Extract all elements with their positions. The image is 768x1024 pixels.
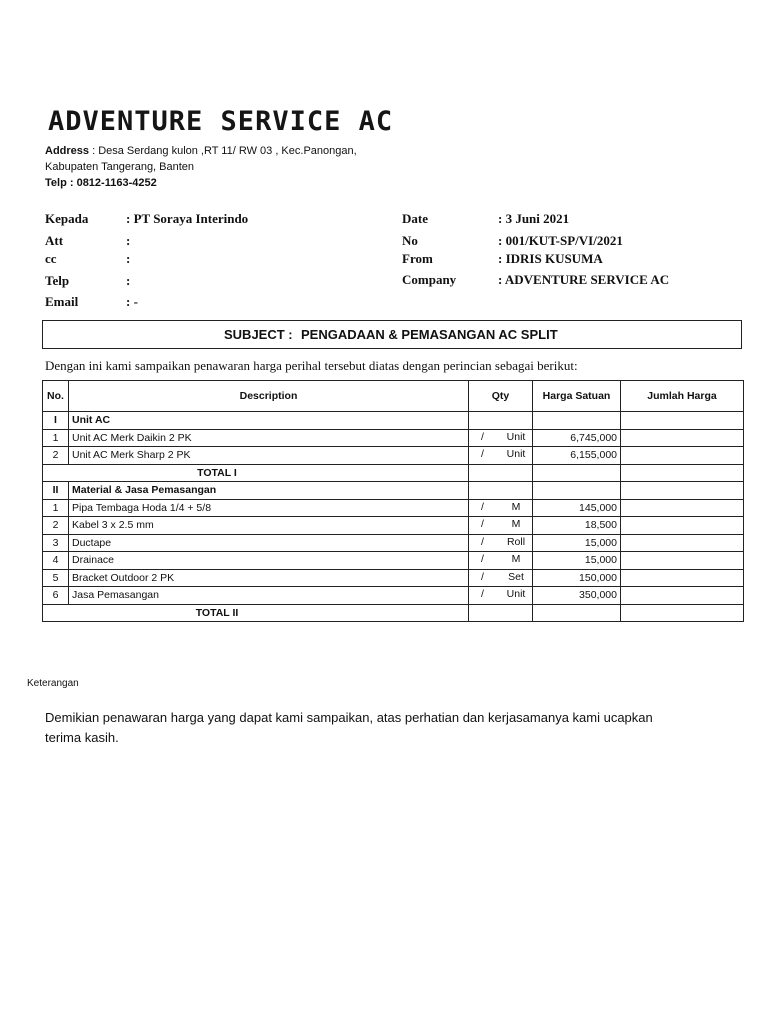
item-qty: / M — [469, 552, 533, 570]
subject-box — [42, 320, 742, 349]
company-label: Company — [402, 272, 457, 287]
item-price: 18,500 — [533, 517, 621, 535]
section-row — [43, 412, 744, 430]
kepada-value: : PT Soraya Interindo — [126, 211, 249, 226]
item-description: Kabel 3 x 2.5 mm — [69, 517, 469, 535]
header-qty: Qty — [469, 381, 533, 412]
item-no: 2 — [43, 517, 69, 535]
company-value: : ADVENTURE SERVICE AC — [498, 272, 670, 287]
table-header-row — [43, 381, 744, 412]
header-description: Description — [69, 381, 469, 412]
item-qty: / Unit — [469, 429, 533, 447]
item-qty: / Set — [469, 569, 533, 587]
item-total — [621, 429, 744, 447]
date-label: Date — [402, 211, 428, 226]
telp-label: Telp — [45, 273, 70, 288]
item-description: Unit AC Merk Sharp 2 PK — [69, 447, 469, 465]
address-label: Address — [45, 145, 90, 157]
item-total — [621, 534, 744, 552]
company-title: ADVENTURE SERVICE AC — [48, 106, 394, 137]
item-total — [621, 587, 744, 605]
item-price: 15,000 — [533, 552, 621, 570]
item-description: Jasa Pemasangan — [69, 587, 469, 605]
item-total — [621, 499, 744, 517]
item-price: 6,745,000 — [533, 429, 621, 447]
date-value: : 3 Juni 2021 — [498, 211, 570, 226]
table-row — [43, 587, 744, 605]
table-row — [43, 534, 744, 552]
table-row — [43, 517, 744, 535]
from-label: From — [402, 251, 433, 266]
keterangan-label: Keterangan — [27, 678, 79, 689]
item-no: 1 — [43, 499, 69, 517]
item-no: 3 — [43, 534, 69, 552]
no-label: No — [402, 233, 418, 248]
table-row — [43, 447, 744, 465]
telp-value: : — [126, 273, 131, 288]
section-title: Material & Jasa Pemasangan — [69, 482, 469, 500]
closing-text: Demikian penawaran harga yang dapat kami sampaikan, atas perhatian dan kerjasamanya kami ucapkan terima kasih. — [45, 710, 653, 745]
item-no: 5 — [43, 569, 69, 587]
intro-text: Dengan ini kami sampaikan penawaran harga perihal tersebut diatas dengan perincian sebagai berikut: — [45, 358, 578, 373]
total-row — [43, 464, 744, 482]
table-row — [43, 499, 744, 517]
att-value: : — [126, 233, 131, 248]
kepada-label: Kepada — [45, 211, 89, 226]
cc-label: cc — [45, 251, 57, 266]
item-total — [621, 569, 744, 587]
item-price: 6,155,000 — [533, 447, 621, 465]
table-row — [43, 569, 744, 587]
cc-value: : — [126, 251, 131, 266]
item-total — [621, 447, 744, 465]
att-label: Att — [45, 233, 64, 248]
header-harga-satuan: Harga Satuan — [533, 381, 621, 412]
item-price: 150,000 — [533, 569, 621, 587]
item-qty: / M — [469, 517, 533, 535]
subject-text: PENGADAAN & PEMASANGAN AC SPLIT — [301, 327, 558, 342]
address-line-1 — [45, 143, 357, 159]
item-price: 15,000 — [533, 534, 621, 552]
address-text-1: : Desa Serdang kulon ,RT 11/ RW 03 , Kec.Panongan, — [89, 145, 357, 157]
quotation-table — [42, 380, 744, 622]
item-price: 145,000 — [533, 499, 621, 517]
total-label: TOTAL II — [43, 604, 469, 622]
email-label: Email — [45, 294, 79, 309]
from-value: : IDRIS KUSUMA — [498, 251, 603, 266]
item-description: Pipa Tembaga Hoda 1/4 + 5/8 — [69, 499, 469, 517]
item-qty: / Roll — [469, 534, 533, 552]
table-row — [43, 552, 744, 570]
total-label: TOTAL I — [43, 464, 469, 482]
item-no: 6 — [43, 587, 69, 605]
section-no: II — [43, 482, 69, 500]
item-qty: / Unit — [469, 447, 533, 465]
item-description: Unit AC Merk Daikin 2 PK — [69, 429, 469, 447]
total-row — [43, 604, 744, 622]
item-description: Drainace — [69, 552, 469, 570]
telp-line: Telp : 0812-1163-4252 — [45, 177, 157, 189]
address-line-2: Kabupaten Tangerang, Banten — [45, 161, 195, 173]
section-row — [43, 482, 744, 500]
section-no: I — [43, 412, 69, 430]
table-row — [43, 429, 744, 447]
item-qty: / M — [469, 499, 533, 517]
item-total — [621, 552, 744, 570]
item-no: 2 — [43, 447, 69, 465]
header-jumlah-harga: Jumlah Harga — [621, 381, 744, 412]
section-title: Unit AC — [69, 412, 469, 430]
item-description: Bracket Outdoor 2 PK — [69, 569, 469, 587]
no-value: : 001/KUT-SP/VI/2021 — [498, 233, 623, 248]
subject-label: SUBJECT : — [224, 327, 293, 342]
item-total — [621, 517, 744, 535]
item-no: 1 — [43, 429, 69, 447]
email-value: : - — [126, 294, 138, 309]
item-description: Ductape — [69, 534, 469, 552]
item-price: 350,000 — [533, 587, 621, 605]
item-no: 4 — [43, 552, 69, 570]
header-no: No. — [43, 381, 69, 412]
item-qty: / Unit — [469, 587, 533, 605]
